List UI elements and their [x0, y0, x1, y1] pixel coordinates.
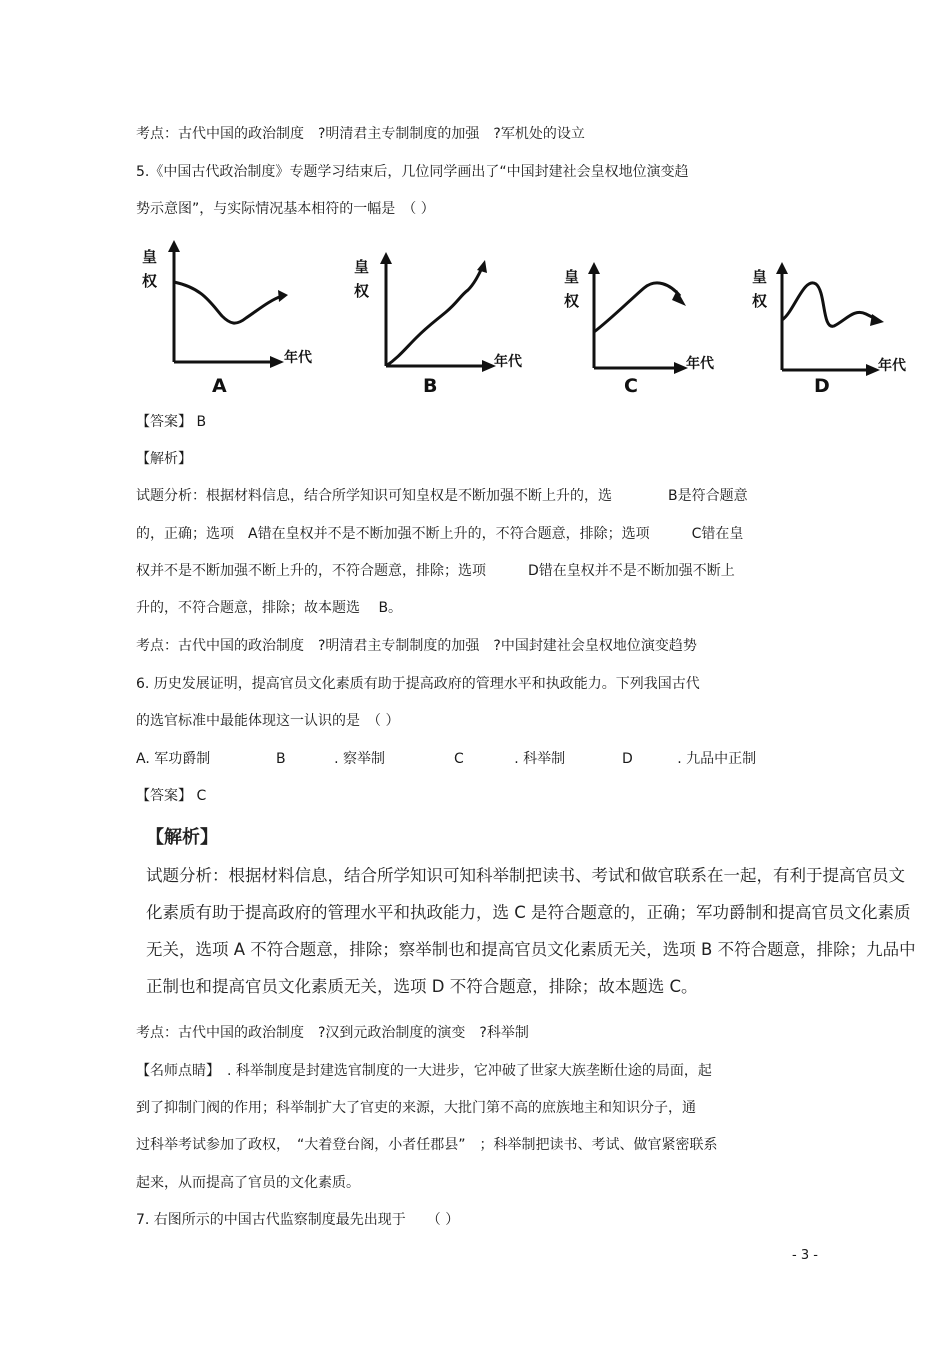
chart-b-ylabel-top: 皇	[354, 258, 370, 276]
chart-b-ylabel-bottom: 权	[354, 282, 370, 300]
q6-option-d-text: . 九品中正制	[677, 751, 757, 767]
q6-mingshi-line4: 起来，从而提高了官员的文化素质。	[136, 1175, 360, 1191]
chart-a	[140, 238, 330, 402]
q6-option-c-text: . 科举制	[514, 751, 566, 767]
q6-analysis-line1: 试题分析：根据材料信息，结合所学知识可知科举制把读书、考试和做官联系在一起，有利于提高官员文	[146, 866, 905, 885]
q6-mingshi-line2: 到了抑制门阀的作用；科举制扩大了官吏的来源，大批门第不高的庶族地主和知识分子，通	[136, 1100, 696, 1116]
chart-c-y-arrow	[588, 262, 600, 274]
chart-b-letter: B	[423, 375, 438, 397]
chart-d-ylabel-top: 皇	[752, 268, 768, 286]
q5-analysis-head: 【解析】	[136, 451, 192, 467]
chart-a-letter: A	[212, 375, 227, 397]
q6-analysis-line4: 正制也和提高官员文化素质无关，选项 D 不符合题意，排除；故本题选 C。	[146, 977, 698, 996]
q5-analysis-line2: 的，正确；选项 A错在皇权并不是不断加强不断上升的，不符合题意，排除；选项 C错在皇	[136, 526, 744, 542]
chart-d-curve	[782, 283, 878, 326]
q7-stem-line1: 7. 右图所示的中国古代监察制度最先出现于 （ ）	[136, 1212, 460, 1228]
chart-a-curve-arrow	[278, 290, 288, 302]
q6-option-a-text: 军功爵制	[154, 751, 211, 767]
q6-option-c-letter: C	[454, 751, 464, 767]
chart-c-letter: C	[624, 375, 638, 397]
chart-c-xlabel: 年代	[686, 356, 714, 372]
q6-option-b	[276, 749, 385, 769]
chart-d-letter: D	[814, 375, 830, 397]
chart-c-curve-arrow	[672, 290, 686, 306]
chart-d-ylabel-bottom: 权	[752, 292, 768, 310]
q6-option-a	[136, 749, 210, 769]
chart-b-curve	[386, 268, 482, 366]
q6-option-a-letter: A.	[136, 751, 150, 767]
q6-option-d-letter: D	[622, 751, 633, 767]
q6-analysis-line3: 无关，选项 A 不符合题意，排除；察举制也和提高官员文化素质无关，选项 B 不符合题意，排除；九品中	[146, 940, 916, 959]
chart-c-ylabel-top: 皇	[564, 268, 580, 286]
chart-d-y-arrow	[776, 262, 788, 274]
q5-analysis-line4: 升的，不符合题意，排除；故本题选 B。	[136, 600, 403, 616]
q5-answer: 【答案】 B	[136, 414, 207, 430]
q6-option-b-text: . 察举制	[334, 751, 385, 767]
q6-mingshi-line1: 【名师点睛】 . 科举制度是封建选官制度的一大进步，它冲破了世家大族垄断仕途的局面，起	[136, 1063, 712, 1079]
q6-answer: 【答案】 C	[136, 788, 207, 804]
chart-c	[560, 238, 750, 402]
chart-d	[748, 238, 938, 402]
chart-d-xlabel: 年代	[878, 358, 906, 374]
q6-option-c	[454, 749, 565, 769]
q6-kaodian: 考点：古代中国的政治制度 ?汉到元政治制度的演变 ?科举制	[136, 1025, 529, 1041]
q6-analysis-line2: 化素质有助于提高政府的管理水平和执政能力，选 C 是符合题意的，正确；军功爵制和提高官员文化素质	[146, 903, 911, 922]
q6-stem-line1: 6. 历史发展证明，提高官员文化素质有助于提高政府的管理水平和执政能力。下列我国古代	[136, 676, 700, 692]
q5-analysis-line3: 权并不是不断加强不断上升的，不符合题意，排除；选项 D错在皇权并不是不断加强不断上	[136, 563, 735, 579]
chart-a-curve	[174, 282, 282, 323]
q5-stem-line2: 势示意图”，与实际情况基本相符的一幅是 （ ）	[136, 201, 435, 217]
chart-a-ylabel-bottom: 权	[142, 272, 158, 290]
page-number: - 3 -	[792, 1248, 818, 1263]
chart-a-ylabel-top: 皇	[142, 248, 158, 266]
q5-stem-line1: 5.《中国古代政治制度》专题学习结束后，几位同学画出了“中国封建社会皇权地位演变趋	[136, 164, 689, 180]
chart-d-curve-arrow	[870, 314, 884, 326]
q6-option-d	[622, 749, 756, 769]
chart-b-xlabel: 年代	[494, 354, 522, 370]
q6-mingshi-line3: 过科举考试参加了政权， “大着登台阁，小者任郡县” ；科举制把读书、考试、做官紧密联系	[136, 1137, 718, 1153]
q6-stem-line2: 的选官标准中最能体现这一认识的是 （ ）	[136, 713, 400, 729]
chart-a-y-arrow	[168, 240, 180, 252]
chart-b-curve-arrow	[477, 260, 487, 273]
q5-analysis-line1: 试题分析：根据材料信息，结合所学知识可知皇权是不断加强不断上升的，选 B是符合题意	[136, 488, 748, 504]
chart-a-xlabel: 年代	[284, 350, 312, 366]
chart-c-ylabel-bottom: 权	[564, 292, 580, 310]
chart-b	[350, 238, 540, 402]
kaodian-q4: 考点：古代中国的政治制度 ?明清君主专制制度的加强 ?军机处的设立	[136, 126, 585, 142]
q6-option-b-letter: B	[276, 751, 286, 767]
chart-c-curve	[594, 283, 680, 332]
q5-kaodian: 考点：古代中国的政治制度 ?明清君主专制制度的加强 ?中国封建社会皇权地位演变趋势	[136, 638, 697, 654]
chart-b-y-arrow	[380, 252, 392, 264]
q6-analysis-head: 【解析】	[146, 827, 218, 848]
chart-a-x-arrow	[270, 356, 284, 368]
